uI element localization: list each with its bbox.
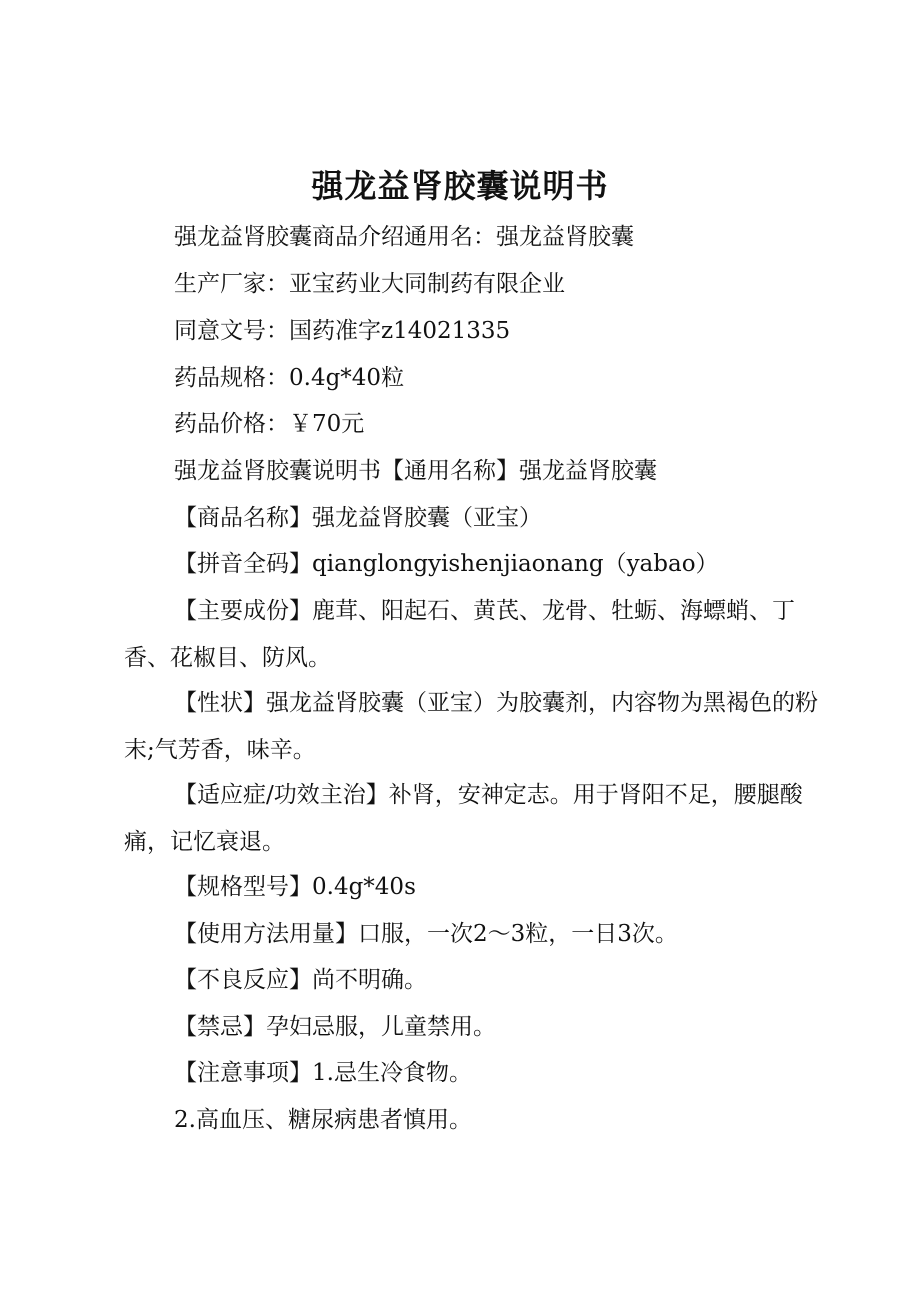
paragraph-price: 药品价格：￥70元 bbox=[174, 411, 365, 437]
paragraph-description: 【性状】强龙益肾胶囊（亚宝）为胶囊剂，内容物为黑褐色的粉末;气芳香，味辛。 bbox=[124, 690, 818, 763]
paragraph-approval-number: 同意文号：国药准字z14021335 bbox=[174, 318, 511, 344]
paragraph-specification: 药品规格：0.4g*40粒 bbox=[174, 365, 405, 391]
paragraph-manufacturer: 生产厂家：亚宝药业大同制药有限企业 bbox=[174, 271, 565, 297]
paragraph-dosage: 【使用方法用量】口服，一次2～3粒，一日3次。 bbox=[174, 921, 678, 947]
paragraph-ingredients: 【主要成份】鹿茸、阳起石、黄芪、龙骨、牡蛎、海螵蛸、丁香、花椒目、防风。 bbox=[124, 598, 795, 671]
paragraph-adverse-reactions: 【不良反应】尚不明确。 bbox=[174, 967, 427, 993]
document-title: 强龙益肾胶囊说明书 bbox=[311, 167, 609, 205]
paragraph-pinyin: 【拼音全码】qianglongyishenjiaonang（yabao） bbox=[174, 551, 719, 577]
paragraph-contraindications: 【禁忌】孕妇忌服，儿童禁用。 bbox=[174, 1014, 496, 1040]
paragraph-trade-name: 【商品名称】强龙益肾胶囊（亚宝） bbox=[174, 505, 542, 531]
paragraph-product-intro: 强龙益肾胶囊商品介绍通用名：强龙益肾胶囊 bbox=[174, 224, 634, 250]
paragraph-generic-name: 强龙益肾胶囊说明书【通用名称】强龙益肾胶囊 bbox=[174, 458, 657, 484]
paragraph-precautions: 【注意事项】1.忌生冷食物。 bbox=[174, 1060, 472, 1086]
paragraph-indications: 【适应症/功效主治】补肾，安神定志。用于肾阳不足，腰腿酸痛，记忆衰退。 bbox=[124, 782, 803, 855]
paragraph-precautions-2: 2.高血压、糖尿病患者慎用。 bbox=[174, 1107, 472, 1133]
paragraph-model: 【规格型号】0.4g*40s bbox=[174, 874, 416, 900]
